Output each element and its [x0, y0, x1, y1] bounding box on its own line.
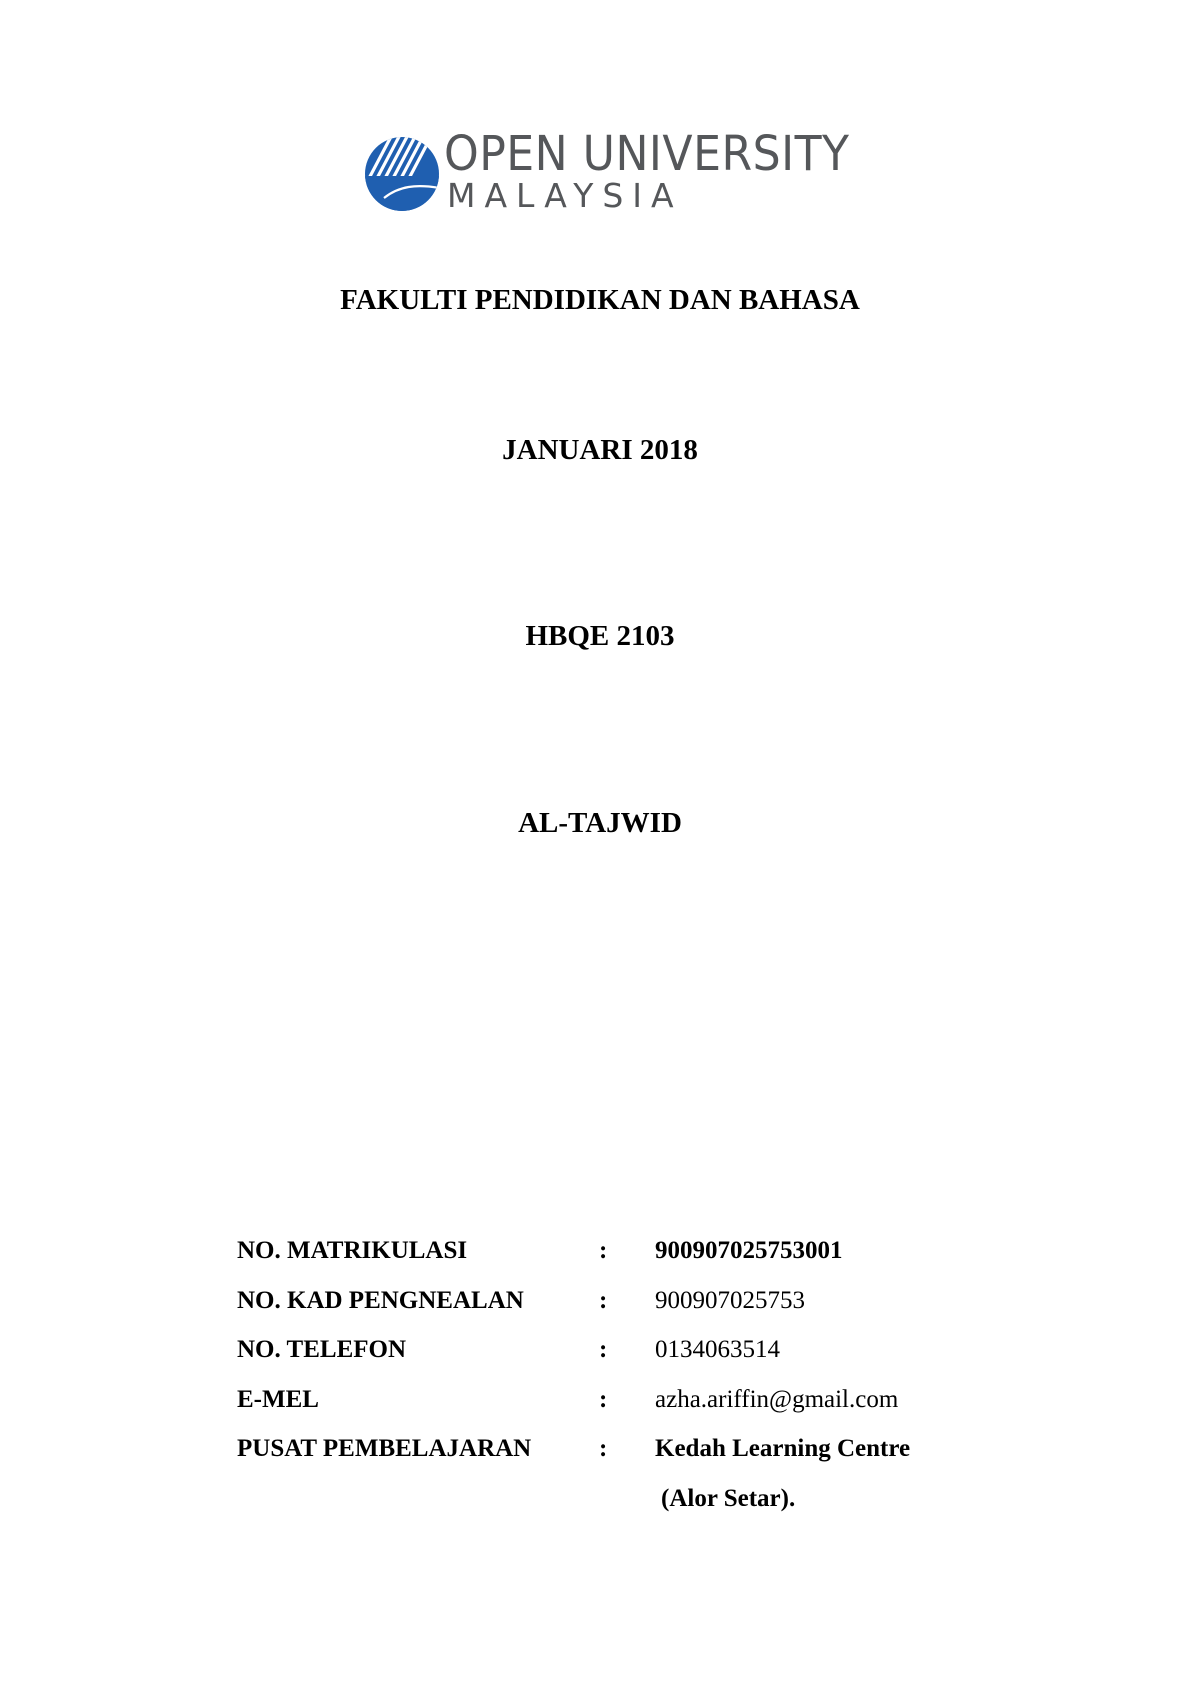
open-university-malaysia-logo [364, 126, 854, 216]
detail-row-learning-centre-cont [237, 1484, 1037, 1534]
course-title-heading: AL-TAJWID [518, 807, 682, 839]
detail-label: NO. MATRIKULASI [237, 1237, 468, 1264]
detail-value-continued: (Alor Setar). [661, 1484, 796, 1512]
faculty-heading: FAKULTI PENDIDIKAN DAN BAHASA [340, 284, 860, 316]
detail-colon: : [599, 1336, 608, 1363]
detail-row-ic [237, 1286, 1037, 1336]
detail-row-matric [237, 1236, 1037, 1286]
oum-globe-logo-icon [364, 136, 440, 212]
logo-wordmark-bottom: MALAYSIA [447, 176, 683, 215]
detail-value: 900907025753 [655, 1286, 805, 1314]
detail-row-phone [237, 1335, 1037, 1385]
detail-row-learning-centre [237, 1434, 1037, 1484]
detail-colon: : [599, 1286, 608, 1314]
detail-value: azha.ariffin@gmail.com [655, 1385, 899, 1413]
detail-value: Kedah Learning Centre [655, 1435, 911, 1462]
logo-wordmark-top: OPEN UNIVERSITY [444, 126, 850, 182]
detail-colon: : [599, 1385, 608, 1413]
detail-value: 900907025753001 [655, 1237, 843, 1264]
detail-label: E-MEL [237, 1385, 319, 1413]
detail-colon: : [599, 1237, 608, 1264]
detail-label: NO. TELEFON [237, 1336, 407, 1363]
detail-row-email [237, 1385, 1037, 1435]
detail-colon: : [599, 1435, 608, 1462]
course-code-heading: HBQE 2103 [525, 620, 675, 652]
detail-label: NO. KAD PENGNEALAN [237, 1286, 524, 1314]
semester-heading: JANUARI 2018 [502, 434, 698, 466]
detail-label: PUSAT PEMBELAJARAN [237, 1435, 532, 1462]
detail-value: 0134063514 [655, 1336, 780, 1363]
student-details [237, 1236, 1037, 1533]
